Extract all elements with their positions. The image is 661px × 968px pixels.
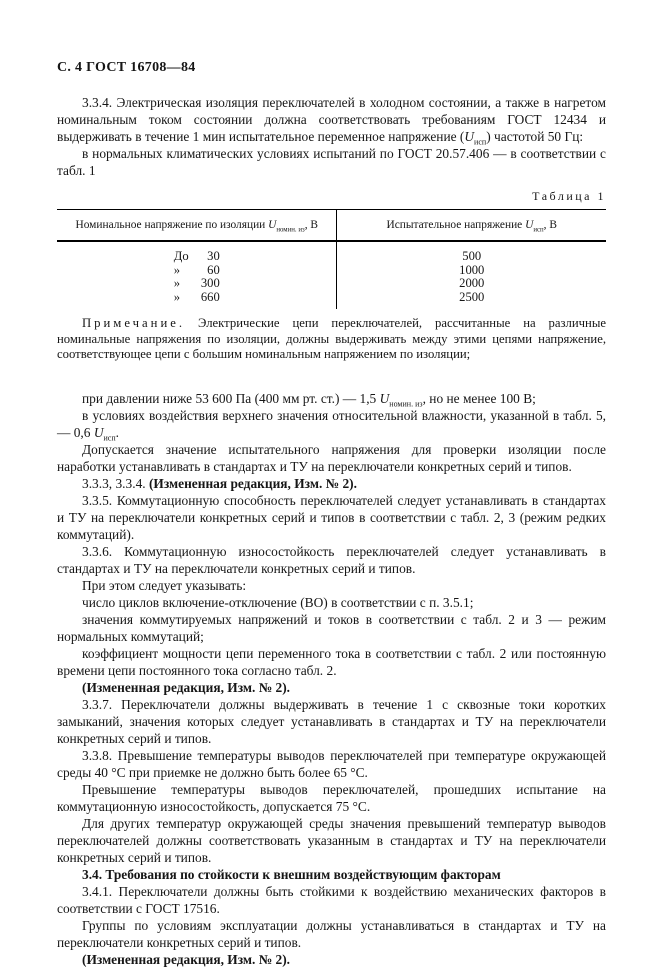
paragraph-3-4-1: 3.4.1. Переключатели должны быть стойкими к воздействию механических факторов в соответствии с ГОСТ 17516. [57,883,606,916]
paragraph-prev75: Превышение температуры выводов переключателей, прошедших испытание на коммутационную износостойкость, допускается 75 °С. [57,781,606,814]
voltage-subscript: номин. из [389,399,423,409]
voltage-table [57,209,606,309]
paragraph-3-3-5: 3.3.5. Коммутационную способность переключателей следует устанавливать в стандартах и ТУ на переключатели конкретных серий и типов в соответствии с табл. 2, 3 (режим редких коммутаций). [57,492,606,542]
page-header: С. 4 ГОСТ 16708—84 [57,60,196,75]
table-row [174,291,220,305]
range-prefix: До [173,249,189,263]
range-prefix: » [173,289,181,304]
paragraph-text: , но не менее 100 В; [422,390,536,406]
note-text: Электрические цепи переключателей, рассчитанные на различные номинальные напряжения по изоляции, должны выдерживать между этими цепями напряжение, соответствующее цепи с большим номинальным напряжением по изоляции; [57,316,606,361]
vertical-spacer [57,363,606,390]
revision-note-1: (Измененная редакция, Изм. № 2). [82,679,291,695]
voltage-subscript: номин. из [276,226,305,234]
paragraph-text: при давлении ниже 53 600 Па (400 мм рт. ст.) — 1,5 [82,390,380,406]
voltage-subscript: исп [474,137,487,147]
paragraph-dopusk: Допускается значение испытательного напряжения для проверки изоляции после наработки устанавливать в стандартах и ТУ на переключатели конкретных серий и типов. [57,441,606,474]
paragraph-pressure [57,390,606,407]
test-voltage-value: 1000 [459,262,485,277]
table-header-row [57,210,606,242]
voltage-symbol: U [464,129,475,144]
paragraph-humidity [57,407,606,441]
range-value: 30 [207,249,220,263]
range-value: 300 [200,276,220,290]
test-voltage-value: 2500 [459,289,485,304]
paragraph-text: 3.3.4. Электрическая изоляция переключателей в холодном состоянии, а также в нагретом номинальным током состоянии должна соответствовать требованиям ГОСТ 12434 и выдерживать в течение 1 мин испытательное переменное напряжение ( [57,95,606,144]
test-voltage-value: 2000 [459,276,485,290]
paragraph-text: в условиях воздействия верхнего значения относительной влажности, указанной в табл. 5, — 0,6 [57,407,606,440]
revision-note: (Измененная редакция, Изм. № 2). [148,475,357,491]
paragraph-other-temp: Для других температур окружающей среды значения превышений температур выводов переключателей должны соответствовать указанным в стандартах и ТУ на переключатели конкретных серий и типов. [57,815,606,865]
table-row [174,264,220,278]
paragraph-3-3-4-cont: в нормальных климатических условиях испытаний по ГОСТ 20.57.406 — в соответствии с табл. 1 [57,146,606,178]
header-text: Испытательное напряжение [386,219,526,231]
header-unit: , В [543,219,557,231]
test-voltage-cell [337,241,606,309]
page-content [57,60,606,968]
table-note [57,316,606,363]
range-prefix: » [173,276,181,290]
voltage-subscript: исп [533,226,544,234]
nominal-voltage-cell [57,241,337,309]
table-row [174,277,220,291]
revision-note-2: (Измененная редакция, Изм. № 2). [82,951,291,967]
note-label: Примечание. [82,316,186,330]
paragraph-3-3-8: 3.3.8. Превышение температуры выводов переключателей при температуре окружающей среды 40 °С при приемке не должно быть более 65 °С. [57,747,606,780]
paragraph-groups: Группы по условиям эксплуатации должны устанавливаться в стандартах и ТУ на переключатели конкретных серий и типов. [57,917,606,950]
section-heading-3-4: 3.4. Требования по стойкости к внешним воздействующим факторам [82,866,501,882]
table-row [174,250,220,264]
paragraph-cycles: число циклов включение-отключение (ВО) в соответствии с п. 3.5.1; [82,594,474,610]
paragraph-ukaz: При этом следует указывать: [82,577,247,593]
voltage-symbol: U [268,219,277,231]
table-caption: Таблица 1 [532,189,606,203]
range-value: 60 [207,262,220,277]
paragraph-3-3-7: 3.3.7. Переключатели должны выдерживать в течение 1 с сквозные токи коротких замыканий, значения которых следует устанавливать в стандартах и ТУ на переключатели конкретных серий и типов. [57,696,606,746]
range-prefix: » [173,262,181,277]
paragraph-text: . [115,424,120,440]
voltage-subscript: исп [103,433,116,443]
header-unit: , В [304,219,318,231]
paragraph-coeff: коэффициент мощности цепи переменного тока в соответствии с табл. 2 или постоянную времени цепи постоянного тока согласно табл. 2. [57,645,606,678]
clause-numbers: 3.3.3, 3.3.4. [82,475,149,491]
voltage-symbol: U [379,390,390,406]
paragraph-text: ) частотой 50 Гц: [486,129,584,144]
nominal-voltage-list [174,250,220,304]
column-header-test-voltage [337,210,606,242]
paragraph-values: значения коммутируемых напряжений и токов в соответствии с табл. 2 и 3 — режим нормальных коммутаций; [57,611,606,644]
paragraph-3-3-3-revision [57,475,606,492]
voltage-symbol: U [525,219,534,231]
paragraph-3-3-6: 3.3.6. Коммутационную износостойкость переключателей следует устанавливать в стандартах и ТУ на переключатели конкретных серий и типов. [57,543,606,576]
paragraph-3-3-4 [57,94,606,145]
range-value: 660 [200,289,220,304]
voltage-symbol: U [93,424,104,440]
column-header-nominal-voltage [57,210,337,242]
header-text: Номинальное напряжение по изоляции [75,219,269,231]
table-data-row [57,241,606,309]
test-voltage-value: 500 [462,249,482,263]
